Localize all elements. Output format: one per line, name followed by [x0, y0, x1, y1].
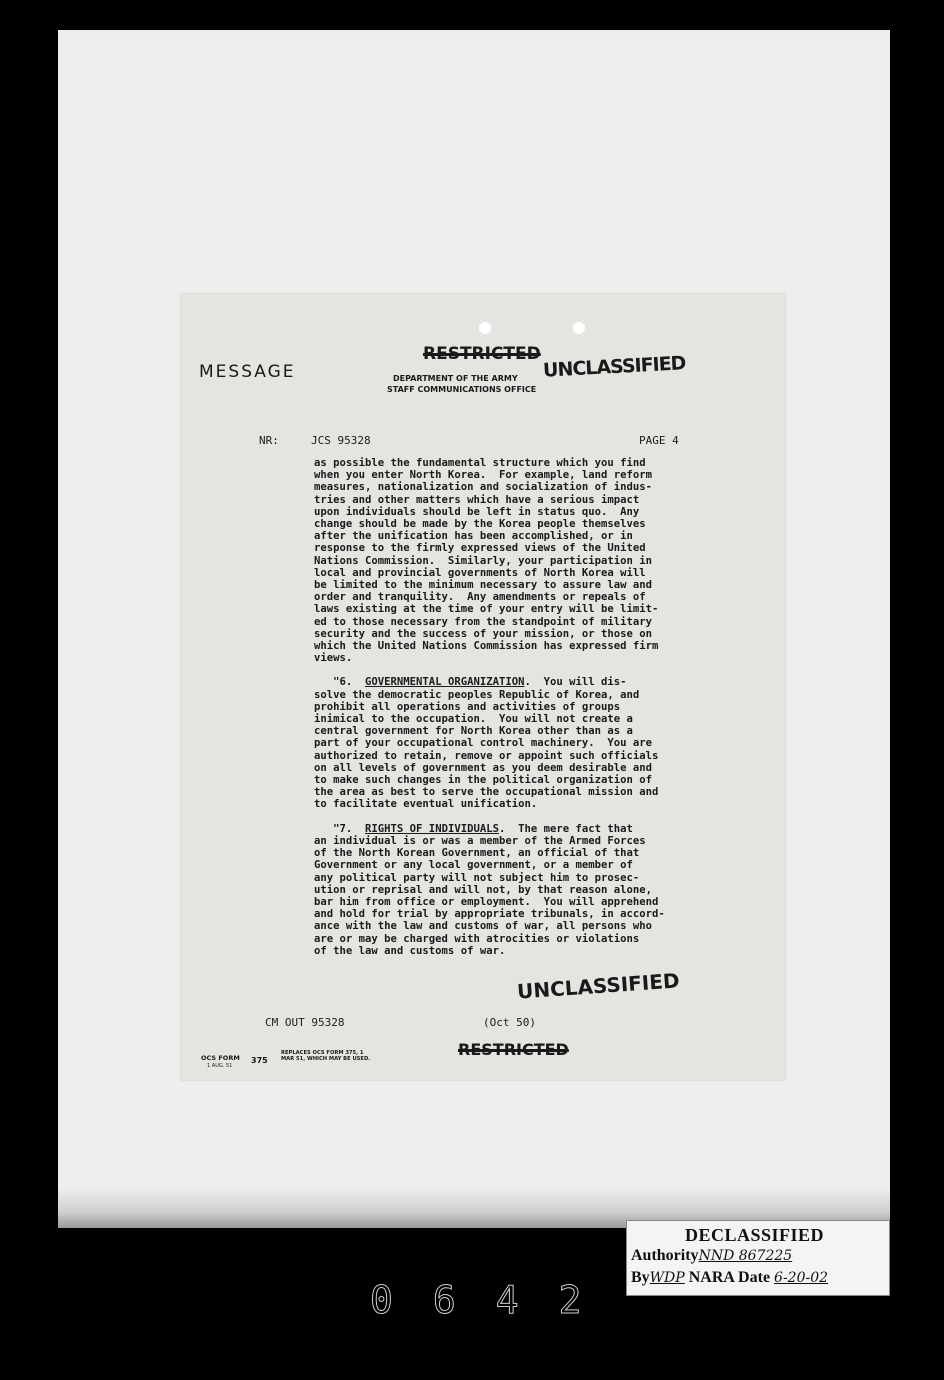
text-line: ution or reprisal and will not, by that reason alone,	[314, 883, 653, 896]
text-line: as possible the fundamental structure which you find	[314, 457, 646, 469]
nara-line	[631, 1269, 828, 1287]
nara-date-value: 6-20-02	[774, 1270, 829, 1286]
text-line: on all levels of government as you deem desirable and	[314, 761, 653, 774]
text-line: response to the firmly expressed views of the United	[314, 542, 646, 555]
form-number: 375	[251, 1056, 268, 1065]
text-line: any political party will not subject him to prosec-	[314, 871, 640, 884]
text-line: change should be made by the Korea people themselves	[314, 518, 646, 531]
para6-first-line: . You will dis-	[524, 676, 627, 689]
para7-number: "7.	[314, 822, 366, 835]
cm-out-number: CM OUT 95328	[265, 1016, 345, 1029]
restricted-stamp-bottom: RESTRICTED	[458, 1040, 569, 1059]
department-label: DEPARTMENT OF THE ARMY	[393, 374, 518, 383]
text-line: Government or any local government, or a member of	[314, 859, 633, 872]
unclassified-stamp-top: UNCLASSIFIED	[542, 352, 686, 382]
form-label: OCS FORM	[201, 1054, 240, 1062]
text-line: prohibit all operations and activities of groups	[314, 700, 621, 713]
text-line: after the unification has been accomplished, or in	[314, 530, 633, 543]
message-date: (Oct 50)	[483, 1016, 536, 1029]
declassification-stamp	[626, 1220, 890, 1296]
text-line: the area as best to serve the occupational mission and	[314, 786, 659, 799]
text-line: local and provincial governments of North Korea will	[314, 566, 646, 579]
para7-heading: RIGHTS OF INDIVIDUALS	[365, 822, 499, 835]
authority-value: NND 867225	[698, 1248, 793, 1264]
unclassified-stamp-bottom: UNCLASSIFIED	[516, 968, 681, 1004]
text-line: order and tranquility. Any amendments or repeals of	[314, 591, 646, 604]
nr-value: JCS 95328	[311, 434, 371, 447]
punch-hole	[479, 322, 491, 334]
para6-heading: GOVERNMENTAL ORGANIZATION	[365, 676, 525, 689]
text-line: views.	[314, 652, 353, 665]
by-label: By	[631, 1269, 650, 1286]
by-value: WDP	[649, 1270, 685, 1286]
text-line: bar him from office or employment. You will apprehend	[314, 895, 659, 908]
replaces-note: REPLACES OCS FORM 375, 1 MAR 51, WHICH MAY BE USED.	[281, 1050, 371, 1062]
page-number: PAGE 4	[639, 434, 679, 447]
text-line: are or may be charged with atrocities or violations	[314, 932, 640, 945]
text-line: solve the democratic peoples Republic of Korea, and	[314, 688, 640, 701]
authority-line	[631, 1247, 792, 1265]
text-line: of the North Korean Government, an official of that	[314, 847, 640, 860]
paragraph-7	[314, 823, 724, 957]
nara-date-label: NARA Date	[684, 1269, 775, 1286]
punch-hole	[573, 322, 585, 334]
text-line: to facilitate eventual unification.	[314, 798, 538, 811]
text-line: to make such changes in the political organization of	[314, 774, 653, 787]
text-line: laws existing at the time of your entry will be limit-	[314, 603, 659, 616]
authority-label: Authority	[631, 1247, 699, 1264]
text-line: part of your occupational control machinery. You are	[314, 737, 653, 750]
text-line: authorized to retain, remove or appoint such officials	[314, 749, 659, 762]
message-heading: MESSAGE	[199, 362, 296, 382]
message-form	[181, 294, 785, 1080]
form-date: 1 AUG. 51	[207, 1063, 233, 1069]
text-line: which the United Nations Commission has expressed firm	[314, 640, 659, 653]
text-line: tries and other matters which have a serious impact	[314, 493, 640, 506]
frame-number: 0642	[370, 1278, 622, 1322]
para7-first-line: . The mere fact that	[498, 822, 633, 835]
text-line: when you enter North Korea. For example, land reform	[314, 469, 653, 482]
text-line: central government for North Korea other than as a	[314, 725, 633, 738]
text-line: Nations Commission. Similarly, your participation in	[314, 554, 653, 567]
text-line: and hold for trial by appropriate tribunals, in accord-	[314, 908, 665, 921]
restricted-stamp-top: RESTRICTED	[423, 344, 541, 364]
text-line: of the law and customs of war.	[314, 944, 506, 957]
text-line: security and the success of your mission, or those on	[314, 627, 653, 640]
para6-number: "6.	[314, 676, 366, 689]
declassified-title: DECLASSIFIED	[685, 1225, 825, 1245]
text-line: upon individuals should be left in status quo. Any	[314, 505, 640, 518]
text-line: be limited to the minimum necessary to assure law and	[314, 579, 653, 592]
text-line: ed to those necessary from the standpoint of military	[314, 615, 653, 628]
office-label: STAFF COMMUNICATIONS OFFICE	[387, 385, 537, 394]
text-line: an individual is or was a member of the Armed Forces	[314, 834, 646, 847]
paragraph-intro	[314, 457, 724, 664]
nr-label: NR:	[259, 434, 279, 447]
message-body	[314, 457, 724, 957]
text-line: measures, nationalization and socialization of indus-	[314, 481, 653, 494]
text-line: inimical to the occupation. You will not create a	[314, 713, 633, 726]
paragraph-6	[314, 676, 724, 810]
text-line: ance with the law and customs of war, all persons who	[314, 920, 653, 933]
